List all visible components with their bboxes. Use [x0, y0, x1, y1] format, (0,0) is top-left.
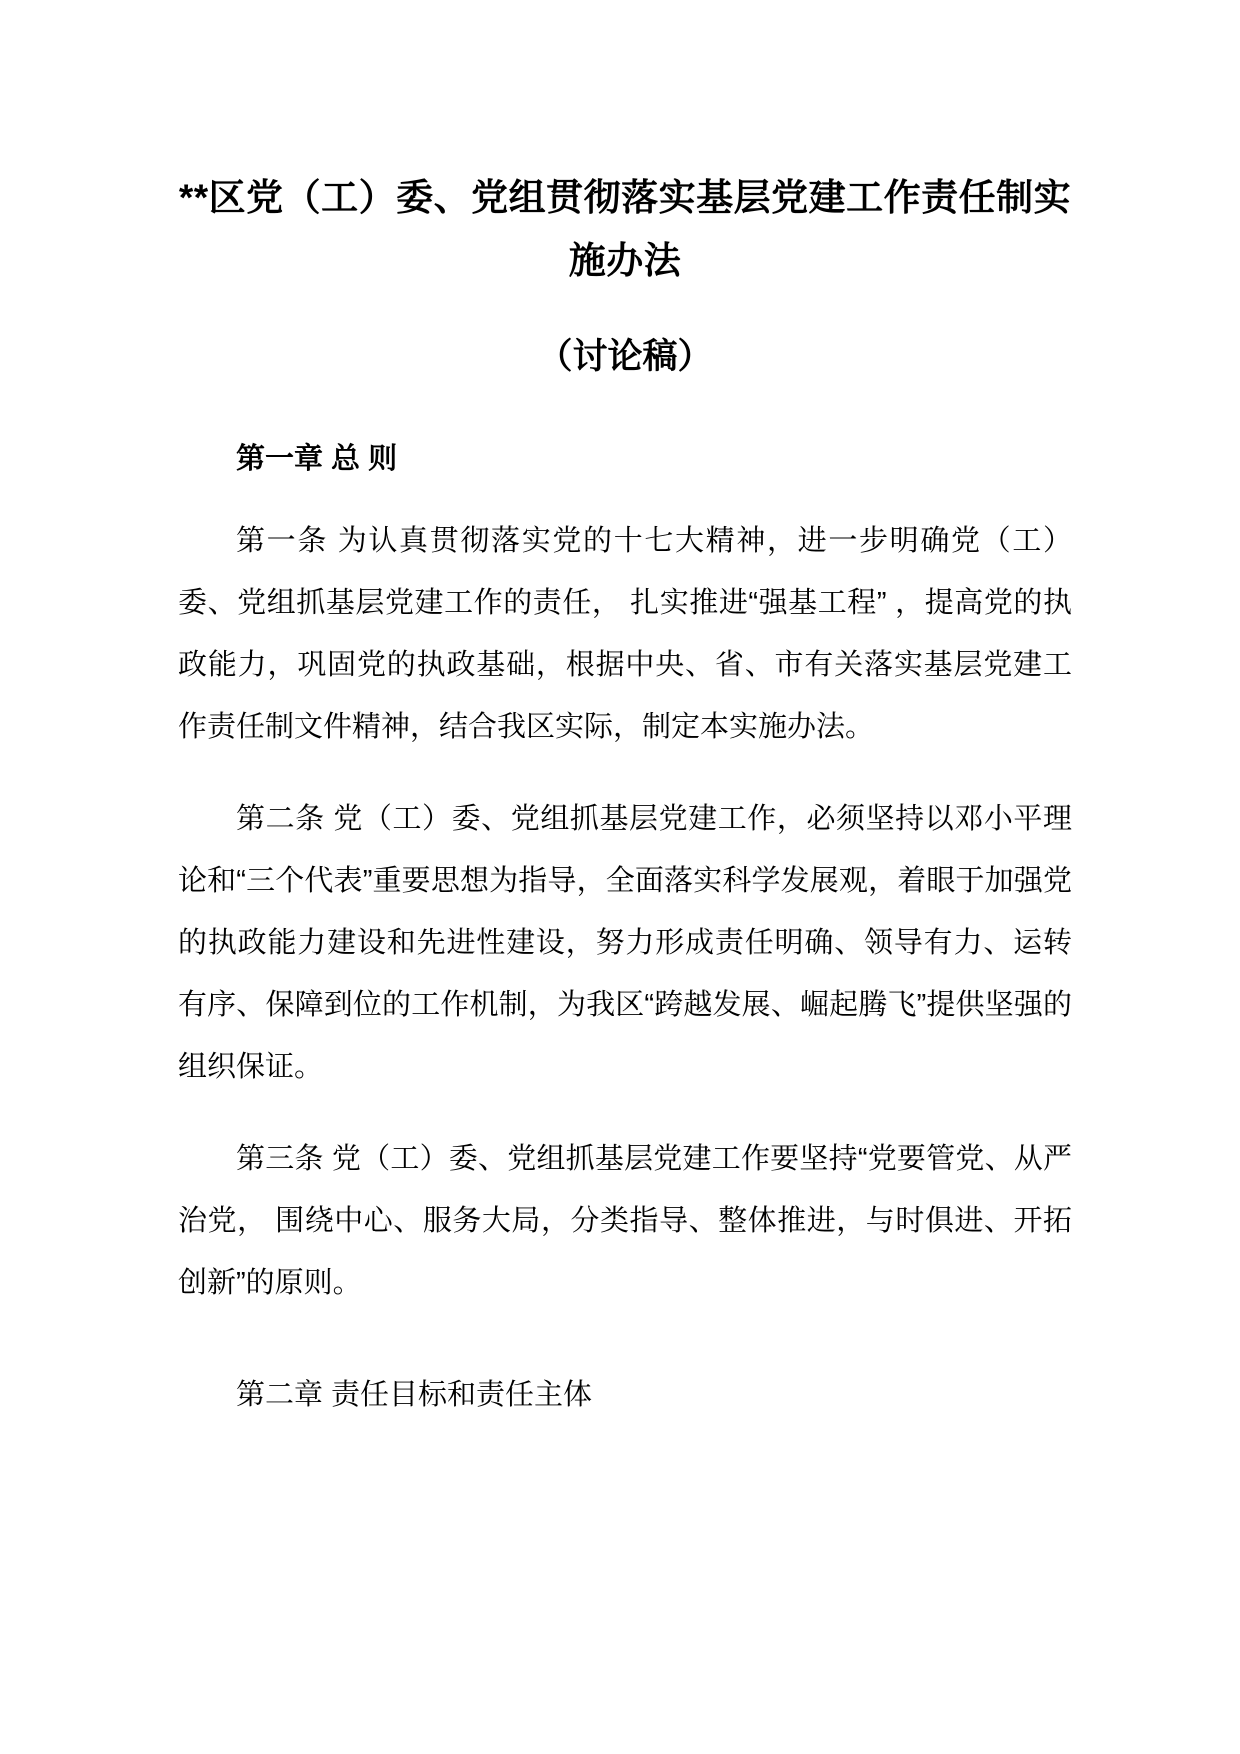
- chapter-1-heading: 第一章 总 则: [236, 443, 398, 475]
- chapter-2-heading: 第二章 责任目标和责任主体: [236, 1379, 593, 1411]
- article-1-paragraph: 第一条 为认真贯彻落实党的十七大精神，进一步明确党（工）委、党组抓基层党建工作的责任， 扎实推进“强基工程” ，提高党的执政能力，巩固党的执政基础，根据中央、省、市有关落实基层党建工作责任制文件精神，结合我区实际，制定本实施办法。: [178, 525, 1072, 743]
- document-title: **区党（工）委、党组贯彻落实基层党建工作责任制实施办法: [178, 177, 1072, 281]
- document-subtitle: （讨论稿）: [537, 337, 713, 376]
- article-2-paragraph: 第二条 党（工）委、党组抓基层党建工作，必须坚持以邓小平理论和“三个代表”重要思想为指导，全面落实科学发展观，着眼于加强党的执政能力建设和先进性建设，努力形成责任明确、领导有力、运转有序、保障到位的工作机制，为我区“跨越发展、崛起腾飞”提供坚强的组织保证。: [178, 803, 1072, 1083]
- article-3-paragraph: 第三条 党（工）委、党组抓基层党建工作要坚持“党要管党、从严治党， 围绕中心、服务大局，分类指导、整体推进，与时俱进、开拓创新”的原则。: [178, 1143, 1072, 1299]
